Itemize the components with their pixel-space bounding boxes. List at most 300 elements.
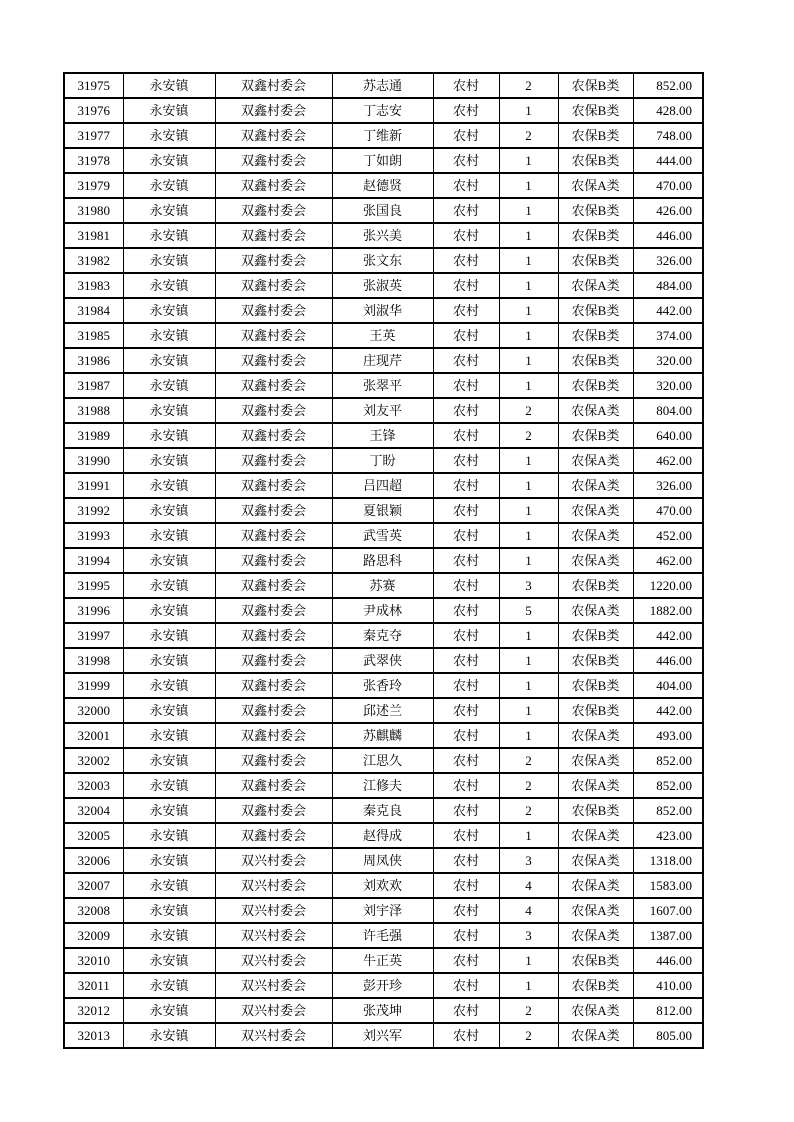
cell-residence-type: 农村 — [433, 73, 499, 98]
cell-town: 永安镇 — [123, 648, 215, 673]
cell-town: 永安镇 — [123, 823, 215, 848]
table-row — [64, 648, 703, 673]
cell-person-name: 王锋 — [332, 423, 433, 448]
cell-person-count: 1 — [499, 523, 558, 548]
cell-village-committee: 双鑫村委会 — [215, 223, 332, 248]
cell-village-committee: 双鑫村委会 — [215, 423, 332, 448]
table-row — [64, 698, 703, 723]
cell-serial-number: 31997 — [64, 623, 123, 648]
cell-village-committee: 双兴村委会 — [215, 973, 332, 998]
cell-town: 永安镇 — [123, 73, 215, 98]
cell-insurance-category: 农保A类 — [558, 548, 633, 573]
cell-residence-type: 农村 — [433, 1023, 499, 1048]
cell-town: 永安镇 — [123, 373, 215, 398]
cell-amount: 462.00 — [633, 448, 703, 473]
cell-town: 永安镇 — [123, 123, 215, 148]
cell-town: 永安镇 — [123, 598, 215, 623]
cell-residence-type: 农村 — [433, 573, 499, 598]
cell-serial-number: 32007 — [64, 873, 123, 898]
cell-insurance-category: 农保B类 — [558, 623, 633, 648]
cell-amount: 442.00 — [633, 623, 703, 648]
cell-insurance-category: 农保A类 — [558, 473, 633, 498]
cell-serial-number: 31986 — [64, 348, 123, 373]
table-row — [64, 523, 703, 548]
table-row — [64, 448, 703, 473]
cell-serial-number: 32002 — [64, 748, 123, 773]
cell-person-name: 丁盼 — [332, 448, 433, 473]
cell-person-name: 赵得成 — [332, 823, 433, 848]
cell-person-count: 1 — [499, 648, 558, 673]
cell-person-name: 张茂坤 — [332, 998, 433, 1023]
cell-village-committee: 双鑫村委会 — [215, 698, 332, 723]
cell-insurance-category: 农保A类 — [558, 998, 633, 1023]
cell-residence-type: 农村 — [433, 373, 499, 398]
cell-serial-number: 31977 — [64, 123, 123, 148]
table-row — [64, 398, 703, 423]
cell-person-name: 丁如朗 — [332, 148, 433, 173]
cell-village-committee: 双鑫村委会 — [215, 573, 332, 598]
cell-insurance-category: 农保B类 — [558, 223, 633, 248]
cell-insurance-category: 农保A类 — [558, 398, 633, 423]
cell-village-committee: 双鑫村委会 — [215, 448, 332, 473]
cell-village-committee: 双鑫村委会 — [215, 373, 332, 398]
cell-town: 永安镇 — [123, 998, 215, 1023]
cell-insurance-category: 农保B类 — [558, 198, 633, 223]
cell-insurance-category: 农保B类 — [558, 248, 633, 273]
table-row — [64, 298, 703, 323]
cell-serial-number: 31993 — [64, 523, 123, 548]
cell-person-name: 赵德贤 — [332, 173, 433, 198]
cell-person-name: 张兴美 — [332, 223, 433, 248]
table-row — [64, 848, 703, 873]
cell-amount: 446.00 — [633, 948, 703, 973]
cell-insurance-category: 农保A类 — [558, 848, 633, 873]
cell-village-committee: 双鑫村委会 — [215, 648, 332, 673]
table-row — [64, 73, 703, 98]
cell-insurance-category: 农保A类 — [558, 1023, 633, 1048]
cell-serial-number: 31999 — [64, 673, 123, 698]
cell-residence-type: 农村 — [433, 723, 499, 748]
cell-person-count: 2 — [499, 798, 558, 823]
cell-person-name: 江思久 — [332, 748, 433, 773]
cell-person-count: 4 — [499, 898, 558, 923]
cell-serial-number: 31980 — [64, 198, 123, 223]
cell-person-count: 2 — [499, 748, 558, 773]
cell-serial-number: 31995 — [64, 573, 123, 598]
cell-insurance-category: 农保B类 — [558, 698, 633, 723]
cell-serial-number: 31983 — [64, 273, 123, 298]
cell-serial-number: 32012 — [64, 998, 123, 1023]
cell-residence-type: 农村 — [433, 98, 499, 123]
cell-amount: 1387.00 — [633, 923, 703, 948]
cell-insurance-category: 农保B类 — [558, 423, 633, 448]
cell-person-count: 2 — [499, 1023, 558, 1048]
cell-insurance-category: 农保B类 — [558, 73, 633, 98]
cell-village-committee: 双鑫村委会 — [215, 248, 332, 273]
cell-town: 永安镇 — [123, 498, 215, 523]
cell-residence-type: 农村 — [433, 973, 499, 998]
cell-town: 永安镇 — [123, 748, 215, 773]
cell-person-count: 1 — [499, 623, 558, 648]
cell-person-name: 王英 — [332, 323, 433, 348]
table-row — [64, 973, 703, 998]
cell-insurance-category: 农保A类 — [558, 523, 633, 548]
cell-town: 永安镇 — [123, 473, 215, 498]
cell-person-name: 许毛强 — [332, 923, 433, 948]
cell-town: 永安镇 — [123, 398, 215, 423]
cell-amount: 812.00 — [633, 998, 703, 1023]
cell-person-count: 1 — [499, 323, 558, 348]
cell-residence-type: 农村 — [433, 748, 499, 773]
cell-insurance-category: 农保A类 — [558, 498, 633, 523]
cell-residence-type: 农村 — [433, 873, 499, 898]
cell-town: 永安镇 — [123, 798, 215, 823]
cell-person-count: 1 — [499, 173, 558, 198]
table-row — [64, 173, 703, 198]
cell-serial-number: 31991 — [64, 473, 123, 498]
table-row — [64, 598, 703, 623]
cell-person-count: 3 — [499, 923, 558, 948]
table-row — [64, 948, 703, 973]
cell-village-committee: 双鑫村委会 — [215, 723, 332, 748]
cell-insurance-category: 农保B类 — [558, 323, 633, 348]
cell-person-count: 1 — [499, 448, 558, 473]
cell-person-name: 邱述兰 — [332, 698, 433, 723]
cell-person-count: 1 — [499, 248, 558, 273]
cell-insurance-category: 农保A类 — [558, 748, 633, 773]
cell-residence-type: 农村 — [433, 948, 499, 973]
cell-serial-number: 31979 — [64, 173, 123, 198]
table-row — [64, 373, 703, 398]
cell-person-name: 刘宇泽 — [332, 898, 433, 923]
cell-residence-type: 农村 — [433, 773, 499, 798]
cell-village-committee: 双鑫村委会 — [215, 298, 332, 323]
cell-person-count: 3 — [499, 848, 558, 873]
cell-residence-type: 农村 — [433, 498, 499, 523]
table-body — [64, 73, 703, 1048]
cell-insurance-category: 农保B类 — [558, 573, 633, 598]
cell-village-committee: 双鑫村委会 — [215, 123, 332, 148]
cell-residence-type: 农村 — [433, 248, 499, 273]
cell-person-name: 张淑英 — [332, 273, 433, 298]
cell-serial-number: 32001 — [64, 723, 123, 748]
cell-amount: 462.00 — [633, 548, 703, 573]
cell-person-name: 牛正英 — [332, 948, 433, 973]
cell-amount: 374.00 — [633, 323, 703, 348]
table-row — [64, 923, 703, 948]
cell-village-committee: 双鑫村委会 — [215, 173, 332, 198]
cell-serial-number: 32003 — [64, 773, 123, 798]
cell-town: 永安镇 — [123, 273, 215, 298]
cell-village-committee: 双兴村委会 — [215, 998, 332, 1023]
cell-residence-type: 农村 — [433, 148, 499, 173]
cell-serial-number: 32004 — [64, 798, 123, 823]
cell-person-name: 刘淑华 — [332, 298, 433, 323]
cell-town: 永安镇 — [123, 923, 215, 948]
cell-village-committee: 双鑫村委会 — [215, 623, 332, 648]
cell-town: 永安镇 — [123, 323, 215, 348]
cell-insurance-category: 农保B类 — [558, 348, 633, 373]
cell-serial-number: 31994 — [64, 548, 123, 573]
cell-amount: 426.00 — [633, 198, 703, 223]
cell-village-committee: 双鑫村委会 — [215, 598, 332, 623]
cell-person-name: 庄现芹 — [332, 348, 433, 373]
cell-amount: 326.00 — [633, 248, 703, 273]
table-row — [64, 248, 703, 273]
cell-town: 永安镇 — [123, 973, 215, 998]
cell-person-count: 1 — [499, 198, 558, 223]
cell-serial-number: 32010 — [64, 948, 123, 973]
cell-person-count: 1 — [499, 298, 558, 323]
cell-insurance-category: 农保A类 — [558, 173, 633, 198]
cell-amount: 1882.00 — [633, 598, 703, 623]
cell-person-name: 武雪英 — [332, 523, 433, 548]
cell-person-name: 路思科 — [332, 548, 433, 573]
cell-residence-type: 农村 — [433, 848, 499, 873]
cell-person-count: 2 — [499, 398, 558, 423]
cell-person-count: 1 — [499, 973, 558, 998]
cell-residence-type: 农村 — [433, 448, 499, 473]
cell-person-count: 1 — [499, 548, 558, 573]
cell-person-name: 周凤侠 — [332, 848, 433, 873]
cell-amount: 493.00 — [633, 723, 703, 748]
cell-village-committee: 双鑫村委会 — [215, 398, 332, 423]
cell-amount: 1318.00 — [633, 848, 703, 873]
cell-serial-number: 31992 — [64, 498, 123, 523]
cell-village-committee: 双兴村委会 — [215, 848, 332, 873]
cell-amount: 852.00 — [633, 773, 703, 798]
cell-amount: 1220.00 — [633, 573, 703, 598]
cell-serial-number: 31989 — [64, 423, 123, 448]
cell-person-count: 1 — [499, 948, 558, 973]
cell-town: 永安镇 — [123, 148, 215, 173]
table-row — [64, 498, 703, 523]
cell-amount: 452.00 — [633, 523, 703, 548]
cell-residence-type: 农村 — [433, 298, 499, 323]
cell-town: 永安镇 — [123, 173, 215, 198]
cell-insurance-category: 农保A类 — [558, 448, 633, 473]
cell-insurance-category: 农保A类 — [558, 598, 633, 623]
cell-serial-number: 32009 — [64, 923, 123, 948]
cell-amount: 446.00 — [633, 648, 703, 673]
cell-village-committee: 双鑫村委会 — [215, 523, 332, 548]
cell-residence-type: 农村 — [433, 648, 499, 673]
cell-insurance-category: 农保A类 — [558, 773, 633, 798]
cell-village-committee: 双鑫村委会 — [215, 348, 332, 373]
table-row — [64, 623, 703, 648]
cell-person-name: 彭开珍 — [332, 973, 433, 998]
cell-village-committee: 双鑫村委会 — [215, 823, 332, 848]
cell-residence-type: 农村 — [433, 348, 499, 373]
cell-town: 永安镇 — [123, 698, 215, 723]
cell-residence-type: 农村 — [433, 273, 499, 298]
table-row — [64, 98, 703, 123]
cell-person-count: 1 — [499, 498, 558, 523]
cell-serial-number: 31985 — [64, 323, 123, 348]
cell-person-count: 1 — [499, 823, 558, 848]
cell-residence-type: 农村 — [433, 473, 499, 498]
cell-serial-number: 31978 — [64, 148, 123, 173]
cell-serial-number: 32013 — [64, 1023, 123, 1048]
cell-serial-number: 32011 — [64, 973, 123, 998]
cell-person-count: 1 — [499, 98, 558, 123]
cell-town: 永安镇 — [123, 298, 215, 323]
cell-amount: 442.00 — [633, 298, 703, 323]
cell-amount: 748.00 — [633, 123, 703, 148]
table-row — [64, 748, 703, 773]
cell-person-name: 张翠平 — [332, 373, 433, 398]
cell-serial-number: 32008 — [64, 898, 123, 923]
cell-town: 永安镇 — [123, 623, 215, 648]
cell-town: 永安镇 — [123, 448, 215, 473]
table-row — [64, 873, 703, 898]
cell-amount: 640.00 — [633, 423, 703, 448]
cell-village-committee: 双鑫村委会 — [215, 198, 332, 223]
cell-village-committee: 双鑫村委会 — [215, 323, 332, 348]
cell-village-committee: 双鑫村委会 — [215, 548, 332, 573]
cell-amount: 805.00 — [633, 1023, 703, 1048]
table-row — [64, 1023, 703, 1048]
cell-residence-type: 农村 — [433, 598, 499, 623]
cell-town: 永安镇 — [123, 673, 215, 698]
cell-amount: 428.00 — [633, 98, 703, 123]
cell-town: 永安镇 — [123, 723, 215, 748]
cell-serial-number: 31988 — [64, 398, 123, 423]
cell-village-committee: 双兴村委会 — [215, 1023, 332, 1048]
cell-residence-type: 农村 — [433, 898, 499, 923]
cell-person-count: 1 — [499, 698, 558, 723]
cell-person-name: 张文东 — [332, 248, 433, 273]
cell-serial-number: 31998 — [64, 648, 123, 673]
cell-residence-type: 农村 — [433, 998, 499, 1023]
cell-serial-number: 31976 — [64, 98, 123, 123]
cell-insurance-category: 农保B类 — [558, 123, 633, 148]
cell-amount: 1607.00 — [633, 898, 703, 923]
cell-person-count: 4 — [499, 873, 558, 898]
cell-town: 永安镇 — [123, 423, 215, 448]
cell-insurance-category: 农保A类 — [558, 898, 633, 923]
cell-village-committee: 双鑫村委会 — [215, 748, 332, 773]
cell-person-name: 刘兴军 — [332, 1023, 433, 1048]
cell-person-count: 1 — [499, 373, 558, 398]
table-row — [64, 998, 703, 1023]
cell-amount: 442.00 — [633, 698, 703, 723]
cell-village-committee: 双鑫村委会 — [215, 73, 332, 98]
cell-town: 永安镇 — [123, 898, 215, 923]
table-row — [64, 123, 703, 148]
table-row — [64, 148, 703, 173]
cell-amount: 423.00 — [633, 823, 703, 848]
cell-amount: 852.00 — [633, 73, 703, 98]
cell-person-count: 1 — [499, 723, 558, 748]
cell-person-name: 吕四超 — [332, 473, 433, 498]
cell-insurance-category: 农保B类 — [558, 298, 633, 323]
cell-person-name: 尹成林 — [332, 598, 433, 623]
cell-serial-number: 32005 — [64, 823, 123, 848]
cell-village-committee: 双兴村委会 — [215, 898, 332, 923]
cell-town: 永安镇 — [123, 348, 215, 373]
table-row — [64, 573, 703, 598]
cell-person-name: 苏志通 — [332, 73, 433, 98]
cell-person-count: 2 — [499, 998, 558, 1023]
cell-serial-number: 31982 — [64, 248, 123, 273]
cell-residence-type: 农村 — [433, 623, 499, 648]
cell-residence-type: 农村 — [433, 823, 499, 848]
cell-serial-number: 32006 — [64, 848, 123, 873]
cell-person-count: 2 — [499, 123, 558, 148]
cell-serial-number: 31984 — [64, 298, 123, 323]
table-row — [64, 673, 703, 698]
table-row — [64, 548, 703, 573]
cell-town: 永安镇 — [123, 848, 215, 873]
table-row — [64, 423, 703, 448]
cell-serial-number: 31996 — [64, 598, 123, 623]
cell-person-name: 苏赛 — [332, 573, 433, 598]
cell-serial-number: 31975 — [64, 73, 123, 98]
table-row — [64, 273, 703, 298]
cell-residence-type: 农村 — [433, 173, 499, 198]
cell-amount: 410.00 — [633, 973, 703, 998]
cell-town: 永安镇 — [123, 573, 215, 598]
cell-town: 永安镇 — [123, 948, 215, 973]
cell-person-name: 刘欢欢 — [332, 873, 433, 898]
cell-person-name: 丁志安 — [332, 98, 433, 123]
cell-village-committee: 双鑫村委会 — [215, 98, 332, 123]
cell-town: 永安镇 — [123, 523, 215, 548]
cell-person-name: 苏麒麟 — [332, 723, 433, 748]
cell-person-name: 张国良 — [332, 198, 433, 223]
table-row — [64, 348, 703, 373]
cell-person-name: 秦克夺 — [332, 623, 433, 648]
cell-insurance-category: 农保B类 — [558, 648, 633, 673]
pension-records-table — [63, 72, 704, 1049]
cell-person-count: 2 — [499, 73, 558, 98]
cell-insurance-category: 农保B类 — [558, 148, 633, 173]
cell-amount: 320.00 — [633, 373, 703, 398]
cell-residence-type: 农村 — [433, 198, 499, 223]
cell-residence-type: 农村 — [433, 398, 499, 423]
cell-town: 永安镇 — [123, 773, 215, 798]
cell-village-committee: 双兴村委会 — [215, 923, 332, 948]
cell-town: 永安镇 — [123, 873, 215, 898]
cell-amount: 852.00 — [633, 798, 703, 823]
cell-person-name: 秦克良 — [332, 798, 433, 823]
cell-serial-number: 31990 — [64, 448, 123, 473]
cell-village-committee: 双兴村委会 — [215, 948, 332, 973]
cell-amount: 446.00 — [633, 223, 703, 248]
cell-residence-type: 农村 — [433, 323, 499, 348]
table-row — [64, 798, 703, 823]
table-row — [64, 223, 703, 248]
cell-person-count: 1 — [499, 348, 558, 373]
cell-insurance-category: 农保A类 — [558, 873, 633, 898]
cell-amount: 470.00 — [633, 498, 703, 523]
cell-village-committee: 双鑫村委会 — [215, 673, 332, 698]
cell-amount: 404.00 — [633, 673, 703, 698]
cell-person-count: 3 — [499, 573, 558, 598]
cell-insurance-category: 农保A类 — [558, 823, 633, 848]
cell-town: 永安镇 — [123, 223, 215, 248]
cell-residence-type: 农村 — [433, 798, 499, 823]
cell-residence-type: 农村 — [433, 548, 499, 573]
cell-insurance-category: 农保A类 — [558, 923, 633, 948]
cell-serial-number: 31987 — [64, 373, 123, 398]
table-row — [64, 473, 703, 498]
cell-insurance-category: 农保B类 — [558, 798, 633, 823]
cell-amount: 804.00 — [633, 398, 703, 423]
cell-amount: 320.00 — [633, 348, 703, 373]
cell-insurance-category: 农保A类 — [558, 723, 633, 748]
